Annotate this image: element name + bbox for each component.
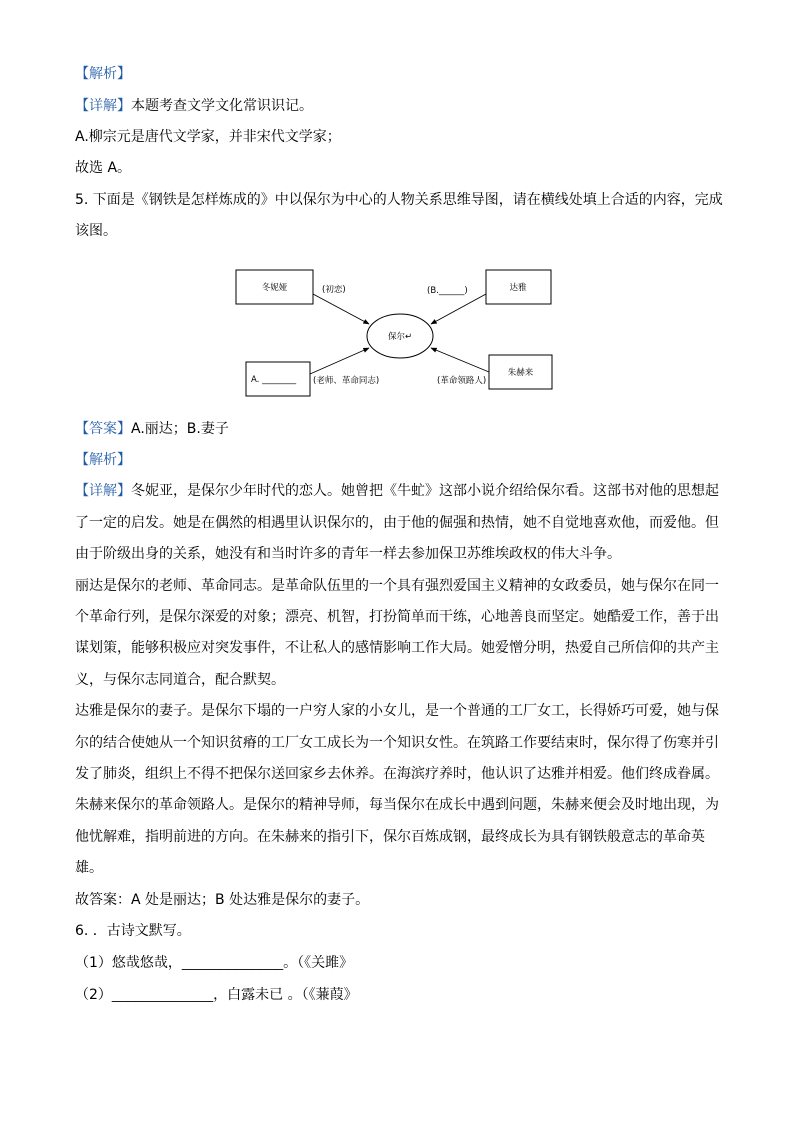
- item-suffix: 。（《关雎》: [283, 955, 354, 972]
- arrow-tonia-to-paul: [313, 294, 369, 324]
- detail-line: 雄。: [75, 860, 103, 877]
- detail-line: 尔的结合使她从一个知识贫瘠的工厂女工成长为一个知识女性。在筑路工作要结束时，保尔得了伤寒并引: [75, 734, 719, 751]
- node-label-tonia: 冬妮娅: [261, 282, 288, 293]
- question-6-item-2: [75, 979, 775, 1010]
- relation-label-a: (老师、革命同志): [313, 375, 380, 386]
- item-prefix: （1）悠哉悠哉，: [75, 955, 182, 972]
- conclusion-line: 故答案：A 处是丽达；B 处达雅是保尔的妻子。: [75, 891, 370, 908]
- analysis-label: 【解析】: [75, 452, 131, 469]
- detail-label: 【详解】: [75, 97, 131, 114]
- option-a-line: A.柳宗元是唐代文学家，并非宋代文学家；: [75, 129, 341, 146]
- detail-line: 义，与保尔志同道合，配合默契。: [75, 671, 285, 688]
- question-5-prompt-cont: 该图。: [75, 223, 117, 240]
- question-5-prompt: 5. 下面是《钢铁是怎样炼成的》中以保尔为中心的人物关系思维导图，请在横线处填上合适的内容，完成: [75, 191, 723, 208]
- detail-text: 冬妮亚，是保尔少年时代的恋人。她曾把《牛虻》这部小说介绍给保尔看。这部书对他的思想起: [131, 483, 719, 500]
- detail-line: 由于阶级出身的关系，她没有和当时许多的青年一样去参加保卫苏维埃政权的伟大斗争。: [75, 546, 621, 563]
- detail-line: [75, 476, 775, 507]
- arrow-a-to-paul: [310, 348, 369, 374]
- analysis-label: 【解析】: [75, 66, 131, 83]
- answer-line: [75, 414, 775, 445]
- detail-line: 发了肺炎，组织上不得不把保尔送回家乡去休养。在海滨疗养时，他认识了达雅并相爱。他们终成眷属。: [75, 765, 719, 782]
- fill-blank: _____________: [111, 985, 214, 1002]
- arrow-zhukhrai-to-paul: [431, 348, 489, 372]
- detail-line: [75, 91, 775, 122]
- item-prefix: （2）: [75, 986, 112, 1003]
- detail-line: 了一定的启发。她是在偶然的相遇里认识保尔的，由于他的倔强和热情，她不自觉地喜欢他，而爱他。但: [75, 514, 719, 531]
- detail-label: 【详解】: [75, 483, 131, 500]
- arrow-daya-to-paul: [431, 294, 486, 324]
- page-content: [75, 59, 775, 1010]
- analysis-heading: [75, 59, 775, 90]
- answer-label: 【答案】: [75, 420, 131, 437]
- detail-line: 个革命行列，是保尔深爱的对象；漂亮、机智，打扮简单而干练，心地善良而坚定。她酷爱工作，善于出: [75, 608, 719, 625]
- node-label-zhukhrai: 朱赫来: [507, 367, 534, 378]
- diagram-svg: [0, 248, 794, 414]
- relation-label-zhukhrai: (革命领路人): [437, 375, 487, 386]
- question-6-item-1: [75, 947, 775, 978]
- answer-text: A.丽达；B.妻子: [131, 420, 229, 437]
- relation-label-daya: (B.______): [427, 285, 468, 296]
- node-label-daya: 达雅: [509, 282, 527, 293]
- detail-line: 朱赫来保尔的革命领路人。是保尔的精神导师，每当保尔在成长中遇到问题，朱赫来便会及时地出现，为: [75, 797, 719, 814]
- relation-label-tonia: (初恋): [322, 284, 346, 295]
- node-label-a: A. ________: [251, 374, 297, 385]
- detail-line: 丽达是保尔的老师、革命同志。是革命队伍里的一个具有强烈爱国主义精神的女政委员，她与保尔在同一: [75, 577, 719, 594]
- detail-line: 他忧解难，指明前进的方向。在朱赫来的指引下，保尔百炼成钢，最终成长为具有钢铁般意志的革命英: [75, 828, 705, 845]
- fill-blank: _____________: [181, 954, 284, 971]
- character-relationship-diagram: [75, 248, 775, 414]
- item-suffix: ，白露未已 。（《蒹葭》: [213, 986, 358, 1003]
- detail-line: 谋划策，能够积极应对突发事件，不让私人的感情影响工作大局。她爱憎分明，热爱自己所信仰的共产主: [75, 640, 719, 657]
- question-6-title: 6. ．古诗文默写。: [75, 922, 191, 939]
- center-label: 保尔↵: [387, 331, 413, 342]
- choice-line: 故选 A。: [75, 160, 132, 177]
- analysis-heading: [75, 445, 775, 476]
- detail-line: 达雅是保尔的妻子。是保尔下塌的一户穷人家的小女儿，是一个普通的工厂女工，长得娇巧可爱，她与保: [75, 703, 719, 720]
- detail-text: 本题考查文学文化常识识记。: [131, 97, 313, 114]
